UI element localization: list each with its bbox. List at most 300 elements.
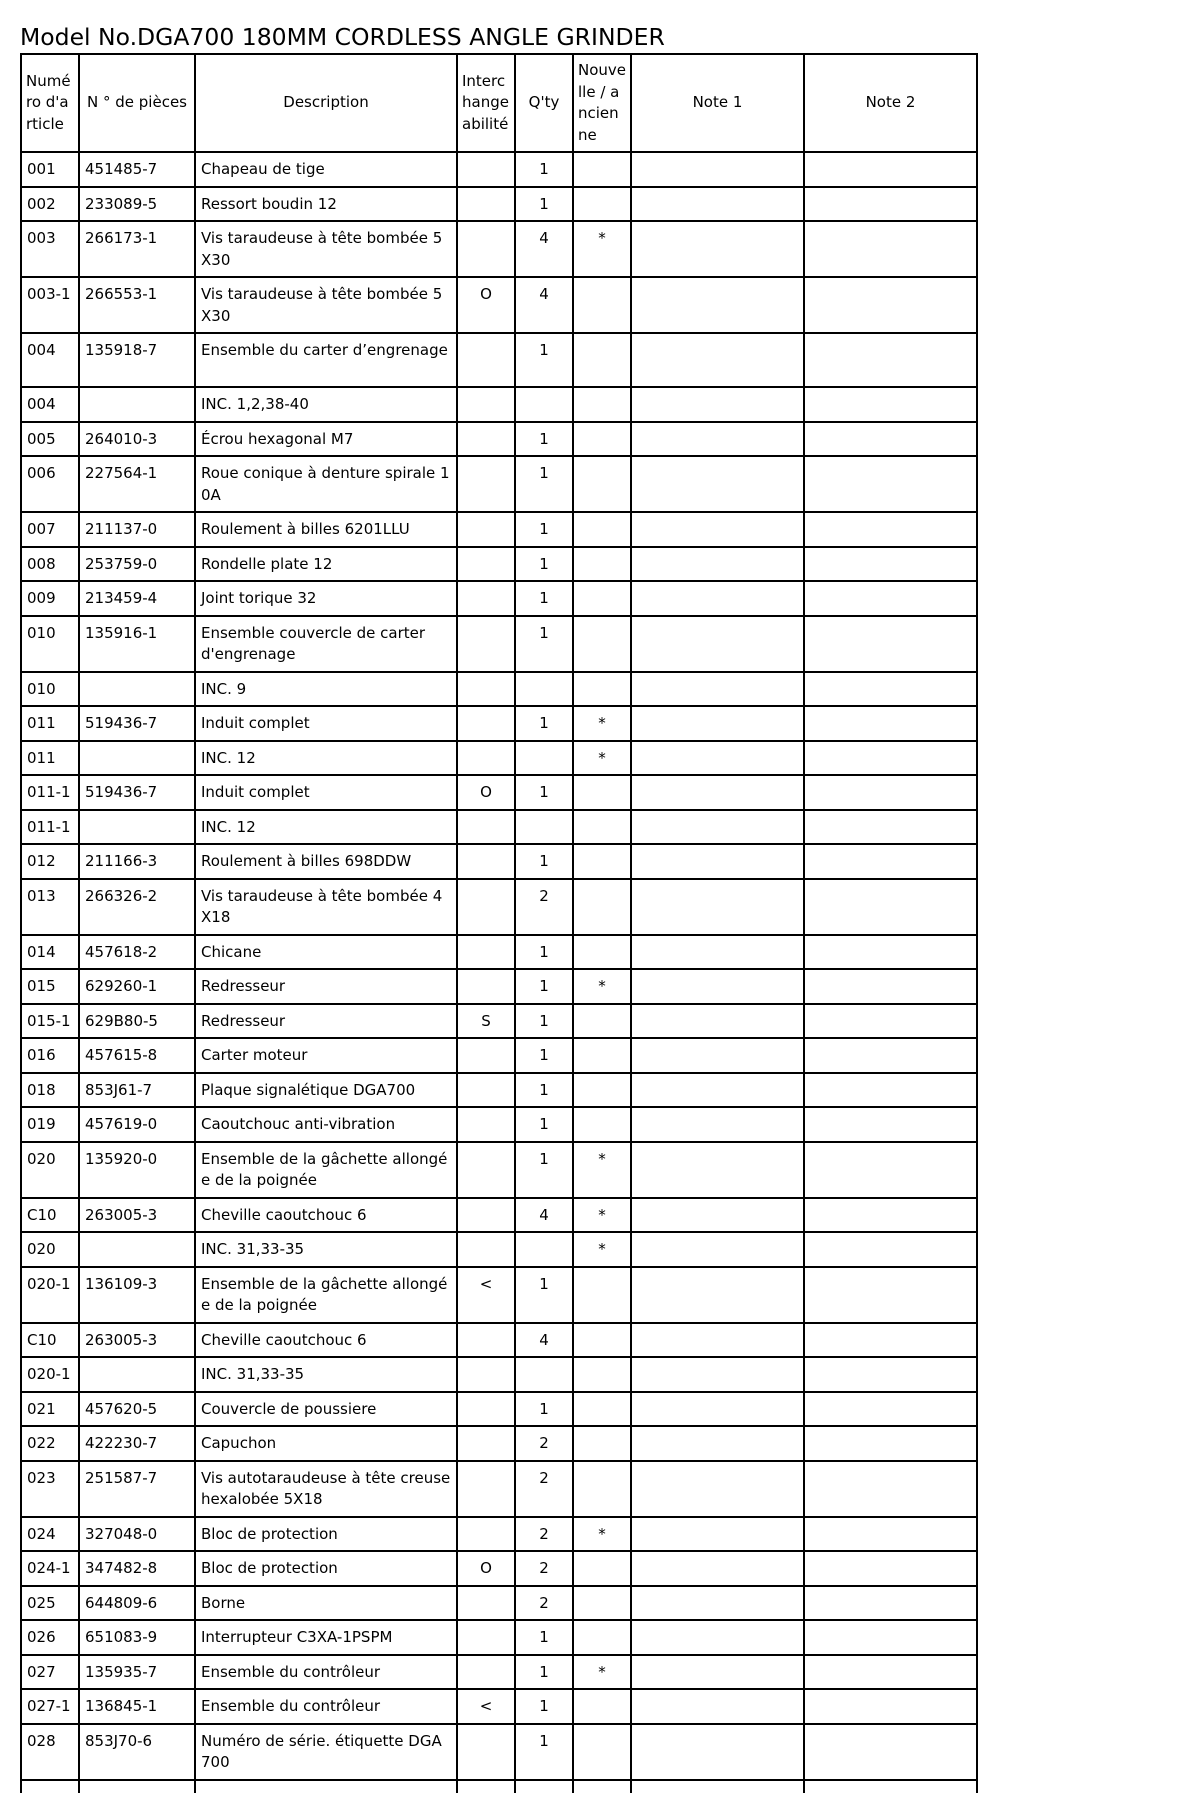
quantity-cell: 1 <box>515 1073 573 1108</box>
interchangeability-cell <box>457 547 515 582</box>
header-interchangeability: Interchangeabilité <box>457 54 515 152</box>
item-number-cell: 011-1 <box>21 810 79 845</box>
part-number-cell: 135916-1 <box>79 616 195 672</box>
part-number-cell: 136109-3 <box>79 1267 195 1323</box>
table-row <box>21 1517 977 1552</box>
note-1-cell <box>631 1357 804 1392</box>
note-2-cell <box>804 547 977 582</box>
quantity-cell: 1 <box>515 1655 573 1690</box>
quantity-cell: 1 <box>515 512 573 547</box>
item-number-cell: 001 <box>21 152 79 187</box>
quantity-cell: 1 <box>515 547 573 582</box>
interchangeability-cell <box>457 1724 515 1780</box>
interchangeability-cell <box>457 422 515 457</box>
header-part-number: N ° de pièces <box>79 54 195 152</box>
note-1-cell <box>631 333 804 387</box>
continued-cell <box>195 1780 457 1793</box>
table-row <box>21 810 977 845</box>
part-number-cell: 211166-3 <box>79 844 195 879</box>
quantity-cell: 2 <box>515 1461 573 1517</box>
note-1-cell <box>631 1461 804 1517</box>
note-1-cell <box>631 1551 804 1586</box>
new-old-cell: * <box>573 741 631 776</box>
interchangeability-cell: S <box>457 1004 515 1039</box>
new-old-cell <box>573 512 631 547</box>
table-row <box>21 1392 977 1427</box>
table-row <box>21 152 977 187</box>
note-2-cell <box>804 741 977 776</box>
description-cell: Écrou hexagonal M7 <box>195 422 457 457</box>
note-2-cell <box>804 879 977 935</box>
note-1-cell <box>631 616 804 672</box>
table-row-continued <box>21 1780 977 1793</box>
interchangeability-cell <box>457 1198 515 1233</box>
note-1-cell <box>631 221 804 277</box>
table-row <box>21 277 977 333</box>
note-2-cell <box>804 1655 977 1690</box>
part-number-cell: 629260-1 <box>79 969 195 1004</box>
description-cell: INC. 31,33-35 <box>195 1232 457 1267</box>
table-row <box>21 1426 977 1461</box>
part-number-cell: 457618-2 <box>79 935 195 970</box>
part-number-cell <box>79 810 195 845</box>
quantity-cell: 1 <box>515 1142 573 1198</box>
item-number-cell: 021 <box>21 1392 79 1427</box>
note-2-cell <box>804 1004 977 1039</box>
table-row <box>21 1620 977 1655</box>
note-1-cell <box>631 1232 804 1267</box>
description-cell: INC. 31,33-35 <box>195 1357 457 1392</box>
item-number-cell: 020-1 <box>21 1267 79 1323</box>
item-number-cell: 013 <box>21 879 79 935</box>
table-row <box>21 1038 977 1073</box>
description-cell: Couvercle de poussiere <box>195 1392 457 1427</box>
description-cell: INC. 12 <box>195 741 457 776</box>
note-1-cell <box>631 547 804 582</box>
item-number-cell: C10 <box>21 1323 79 1358</box>
quantity-cell <box>515 741 573 776</box>
table-row <box>21 935 977 970</box>
interchangeability-cell <box>457 1392 515 1427</box>
description-cell: Vis taraudeuse à tête bombée 5X30 <box>195 277 457 333</box>
new-old-cell <box>573 879 631 935</box>
description-cell: Vis taraudeuse à tête bombée 4X18 <box>195 879 457 935</box>
note-1-cell <box>631 1689 804 1724</box>
quantity-cell: 4 <box>515 221 573 277</box>
description-cell: INC. 12 <box>195 810 457 845</box>
new-old-cell <box>573 616 631 672</box>
part-number-cell: 457620-5 <box>79 1392 195 1427</box>
part-number-cell: 233089-5 <box>79 187 195 222</box>
quantity-cell: 2 <box>515 1551 573 1586</box>
note-2-cell <box>804 152 977 187</box>
description-cell: Vis taraudeuse à tête bombée 5X30 <box>195 221 457 277</box>
quantity-cell: 2 <box>515 879 573 935</box>
quantity-cell: 1 <box>515 422 573 457</box>
note-1-cell <box>631 1517 804 1552</box>
part-number-cell <box>79 672 195 707</box>
description-cell: Roulement à billes 698DDW <box>195 844 457 879</box>
item-number-cell: 004 <box>21 387 79 422</box>
note-1-cell <box>631 387 804 422</box>
new-old-cell <box>573 810 631 845</box>
note-2-cell <box>804 187 977 222</box>
table-row <box>21 221 977 277</box>
table-row <box>21 547 977 582</box>
part-number-cell: 651083-9 <box>79 1620 195 1655</box>
note-2-cell <box>804 844 977 879</box>
item-number-cell: 010 <box>21 672 79 707</box>
interchangeability-cell <box>457 1461 515 1517</box>
table-row <box>21 969 977 1004</box>
note-2-cell <box>804 1724 977 1780</box>
interchangeability-cell <box>457 706 515 741</box>
new-old-cell <box>573 1323 631 1358</box>
quantity-cell: 2 <box>515 1517 573 1552</box>
note-1-cell <box>631 1724 804 1780</box>
new-old-cell: * <box>573 969 631 1004</box>
note-1-cell <box>631 1323 804 1358</box>
note-2-cell <box>804 277 977 333</box>
item-number-cell: 003 <box>21 221 79 277</box>
note-2-cell <box>804 456 977 512</box>
table-row <box>21 672 977 707</box>
note-1-cell <box>631 1586 804 1621</box>
interchangeability-cell <box>457 221 515 277</box>
new-old-cell <box>573 1426 631 1461</box>
part-number-cell: 853J70-6 <box>79 1724 195 1780</box>
part-number-cell: 263005-3 <box>79 1198 195 1233</box>
new-old-cell: * <box>573 706 631 741</box>
item-number-cell: 003-1 <box>21 277 79 333</box>
description-cell: Induit complet <box>195 775 457 810</box>
interchangeability-cell <box>457 456 515 512</box>
item-number-cell: 011 <box>21 741 79 776</box>
new-old-cell: * <box>573 1655 631 1690</box>
table-row <box>21 1655 977 1690</box>
item-number-cell: 014 <box>21 935 79 970</box>
note-1-cell <box>631 581 804 616</box>
note-2-cell <box>804 387 977 422</box>
description-cell: Ensemble du contrôleur <box>195 1689 457 1724</box>
item-number-cell: 016 <box>21 1038 79 1073</box>
part-number-cell: 211137-0 <box>79 512 195 547</box>
item-number-cell: 006 <box>21 456 79 512</box>
note-1-cell <box>631 935 804 970</box>
interchangeability-cell <box>457 1142 515 1198</box>
new-old-cell <box>573 456 631 512</box>
interchangeability-cell <box>457 810 515 845</box>
note-1-cell <box>631 1655 804 1690</box>
note-1-cell <box>631 844 804 879</box>
new-old-cell <box>573 1392 631 1427</box>
table-row <box>21 1073 977 1108</box>
interchangeability-cell <box>457 741 515 776</box>
note-2-cell <box>804 1038 977 1073</box>
note-1-cell <box>631 1038 804 1073</box>
new-old-cell <box>573 1004 631 1039</box>
interchangeability-cell <box>457 969 515 1004</box>
note-1-cell <box>631 810 804 845</box>
new-old-cell <box>573 1357 631 1392</box>
part-number-cell: 327048-0 <box>79 1517 195 1552</box>
new-old-cell <box>573 1724 631 1780</box>
table-row <box>21 1004 977 1039</box>
table-row <box>21 512 977 547</box>
note-2-cell <box>804 512 977 547</box>
part-number-cell: 644809-6 <box>79 1586 195 1621</box>
description-cell: Ensemble de la gâchette allongée de la poignée <box>195 1267 457 1323</box>
table-row <box>21 1267 977 1323</box>
part-number-cell: 266553-1 <box>79 277 195 333</box>
description-cell: Interrupteur C3XA-1PSPM <box>195 1620 457 1655</box>
part-number-cell: 422230-7 <box>79 1426 195 1461</box>
note-1-cell <box>631 1267 804 1323</box>
note-1-cell <box>631 706 804 741</box>
new-old-cell: * <box>573 1517 631 1552</box>
note-2-cell <box>804 1392 977 1427</box>
interchangeability-cell <box>457 1038 515 1073</box>
item-number-cell: 019 <box>21 1107 79 1142</box>
quantity-cell <box>515 810 573 845</box>
interchangeability-cell <box>457 616 515 672</box>
table-row <box>21 741 977 776</box>
item-number-cell: 007 <box>21 512 79 547</box>
description-cell: Borne <box>195 1586 457 1621</box>
item-number-cell: C10 <box>21 1198 79 1233</box>
table-row <box>21 1586 977 1621</box>
quantity-cell: 1 <box>515 1038 573 1073</box>
part-number-cell: 519436-7 <box>79 775 195 810</box>
new-old-cell: * <box>573 1198 631 1233</box>
part-number-cell: 213459-4 <box>79 581 195 616</box>
interchangeability-cell <box>457 387 515 422</box>
interchangeability-cell <box>457 844 515 879</box>
table-row <box>21 333 977 387</box>
note-1-cell <box>631 277 804 333</box>
interchangeability-cell <box>457 187 515 222</box>
item-number-cell: 025 <box>21 1586 79 1621</box>
description-cell: Numéro de série. étiquette DGA700 <box>195 1724 457 1780</box>
item-number-cell: 027 <box>21 1655 79 1690</box>
note-2-cell <box>804 1517 977 1552</box>
item-number-cell: 012 <box>21 844 79 879</box>
new-old-cell <box>573 1038 631 1073</box>
table-row <box>21 706 977 741</box>
quantity-cell: 1 <box>515 1392 573 1427</box>
note-2-cell <box>804 1323 977 1358</box>
note-2-cell <box>804 333 977 387</box>
item-number-cell: 023 <box>21 1461 79 1517</box>
note-2-cell <box>804 581 977 616</box>
quantity-cell: 1 <box>515 333 573 387</box>
item-number-cell: 026 <box>21 1620 79 1655</box>
item-number-cell: 010 <box>21 616 79 672</box>
new-old-cell <box>573 1073 631 1108</box>
new-old-cell <box>573 387 631 422</box>
note-2-cell <box>804 1232 977 1267</box>
interchangeability-cell <box>457 1586 515 1621</box>
note-2-cell <box>804 775 977 810</box>
description-cell: Cheville caoutchouc 6 <box>195 1198 457 1233</box>
table-row <box>21 1198 977 1233</box>
item-number-cell: 002 <box>21 187 79 222</box>
description-cell: Chicane <box>195 935 457 970</box>
table-row <box>21 1724 977 1780</box>
note-1-cell <box>631 672 804 707</box>
note-1-cell <box>631 1392 804 1427</box>
table-row <box>21 1689 977 1724</box>
description-cell: Chapeau de tige <box>195 152 457 187</box>
note-2-cell <box>804 221 977 277</box>
interchangeability-cell <box>457 1517 515 1552</box>
note-1-cell <box>631 969 804 1004</box>
header-note-2: Note 2 <box>804 54 977 152</box>
part-number-cell: 227564-1 <box>79 456 195 512</box>
new-old-cell <box>573 333 631 387</box>
interchangeability-cell <box>457 333 515 387</box>
quantity-cell: 1 <box>515 1620 573 1655</box>
table-row <box>21 1357 977 1392</box>
quantity-cell: 1 <box>515 969 573 1004</box>
part-number-cell <box>79 1232 195 1267</box>
note-2-cell <box>804 935 977 970</box>
description-cell: Bloc de protection <box>195 1551 457 1586</box>
table-row <box>21 1107 977 1142</box>
note-2-cell <box>804 1551 977 1586</box>
part-number-cell: 347482-8 <box>79 1551 195 1586</box>
note-2-cell <box>804 706 977 741</box>
quantity-cell: 1 <box>515 775 573 810</box>
item-number-cell: 004 <box>21 333 79 387</box>
page-title: Model No.DGA700 180MM CORDLESS ANGLE GRINDER <box>20 23 665 51</box>
item-number-cell: 015 <box>21 969 79 1004</box>
part-number-cell: 853J61-7 <box>79 1073 195 1108</box>
note-1-cell <box>631 512 804 547</box>
new-old-cell <box>573 1689 631 1724</box>
quantity-cell: 1 <box>515 187 573 222</box>
continued-cell <box>631 1780 804 1793</box>
note-1-cell <box>631 741 804 776</box>
note-1-cell <box>631 456 804 512</box>
new-old-cell: * <box>573 1142 631 1198</box>
note-2-cell <box>804 1073 977 1108</box>
note-2-cell <box>804 1426 977 1461</box>
quantity-cell: 1 <box>515 1004 573 1039</box>
interchangeability-cell <box>457 879 515 935</box>
new-old-cell <box>573 422 631 457</box>
description-cell: Ressort boudin 12 <box>195 187 457 222</box>
table-row <box>21 1461 977 1517</box>
quantity-cell: 2 <box>515 1586 573 1621</box>
item-number-cell: 020-1 <box>21 1357 79 1392</box>
table-header-row <box>21 54 977 152</box>
item-number-cell: 011 <box>21 706 79 741</box>
part-number-cell: 629B80-5 <box>79 1004 195 1039</box>
description-cell: INC. 9 <box>195 672 457 707</box>
new-old-cell <box>573 187 631 222</box>
note-2-cell <box>804 1267 977 1323</box>
header-quantity: Q'ty <box>515 54 573 152</box>
interchangeability-cell <box>457 935 515 970</box>
item-number-cell: 020 <box>21 1232 79 1267</box>
new-old-cell <box>573 1461 631 1517</box>
part-number-cell: 135935-7 <box>79 1655 195 1690</box>
note-2-cell <box>804 1107 977 1142</box>
new-old-cell <box>573 775 631 810</box>
note-1-cell <box>631 1107 804 1142</box>
header-note-1: Note 1 <box>631 54 804 152</box>
new-old-cell: * <box>573 221 631 277</box>
continued-cell <box>457 1780 515 1793</box>
new-old-cell <box>573 152 631 187</box>
quantity-cell: 4 <box>515 1323 573 1358</box>
part-number-cell: 266326-2 <box>79 879 195 935</box>
table-row <box>21 1232 977 1267</box>
continued-cell <box>573 1780 631 1793</box>
table-row <box>21 1323 977 1358</box>
quantity-cell: 1 <box>515 581 573 616</box>
description-cell: Rondelle plate 12 <box>195 547 457 582</box>
part-number-cell: 519436-7 <box>79 706 195 741</box>
new-old-cell <box>573 1551 631 1586</box>
interchangeability-cell <box>457 1655 515 1690</box>
part-number-cell: 451485-7 <box>79 152 195 187</box>
new-old-cell <box>573 672 631 707</box>
interchangeability-cell: < <box>457 1267 515 1323</box>
note-2-cell <box>804 1357 977 1392</box>
table-row <box>21 422 977 457</box>
description-cell: Carter moteur <box>195 1038 457 1073</box>
description-cell: Ensemble du contrôleur <box>195 1655 457 1690</box>
description-cell: Redresseur <box>195 1004 457 1039</box>
quantity-cell <box>515 1357 573 1392</box>
parts-table <box>20 53 978 1793</box>
item-number-cell: 020 <box>21 1142 79 1198</box>
part-number-cell: 264010-3 <box>79 422 195 457</box>
table-row <box>21 775 977 810</box>
item-number-cell: 015-1 <box>21 1004 79 1039</box>
note-1-cell <box>631 422 804 457</box>
new-old-cell <box>573 277 631 333</box>
item-number-cell: 018 <box>21 1073 79 1108</box>
table-row <box>21 1551 977 1586</box>
part-number-cell: 457615-8 <box>79 1038 195 1073</box>
item-number-cell: 005 <box>21 422 79 457</box>
note-1-cell <box>631 187 804 222</box>
quantity-cell: 1 <box>515 1107 573 1142</box>
item-number-cell: 008 <box>21 547 79 582</box>
interchangeability-cell <box>457 1426 515 1461</box>
continued-cell <box>21 1780 79 1793</box>
quantity-cell <box>515 672 573 707</box>
note-1-cell <box>631 775 804 810</box>
part-number-cell <box>79 741 195 776</box>
new-old-cell <box>573 844 631 879</box>
note-2-cell <box>804 1620 977 1655</box>
new-old-cell <box>573 1586 631 1621</box>
item-number-cell: 028 <box>21 1724 79 1780</box>
part-number-cell <box>79 387 195 422</box>
continued-cell <box>804 1780 977 1793</box>
part-number-cell: 253759-0 <box>79 547 195 582</box>
interchangeability-cell <box>457 1620 515 1655</box>
interchangeability-cell <box>457 581 515 616</box>
interchangeability-cell <box>457 512 515 547</box>
part-number-cell: 263005-3 <box>79 1323 195 1358</box>
part-number-cell: 457619-0 <box>79 1107 195 1142</box>
quantity-cell: 1 <box>515 1267 573 1323</box>
